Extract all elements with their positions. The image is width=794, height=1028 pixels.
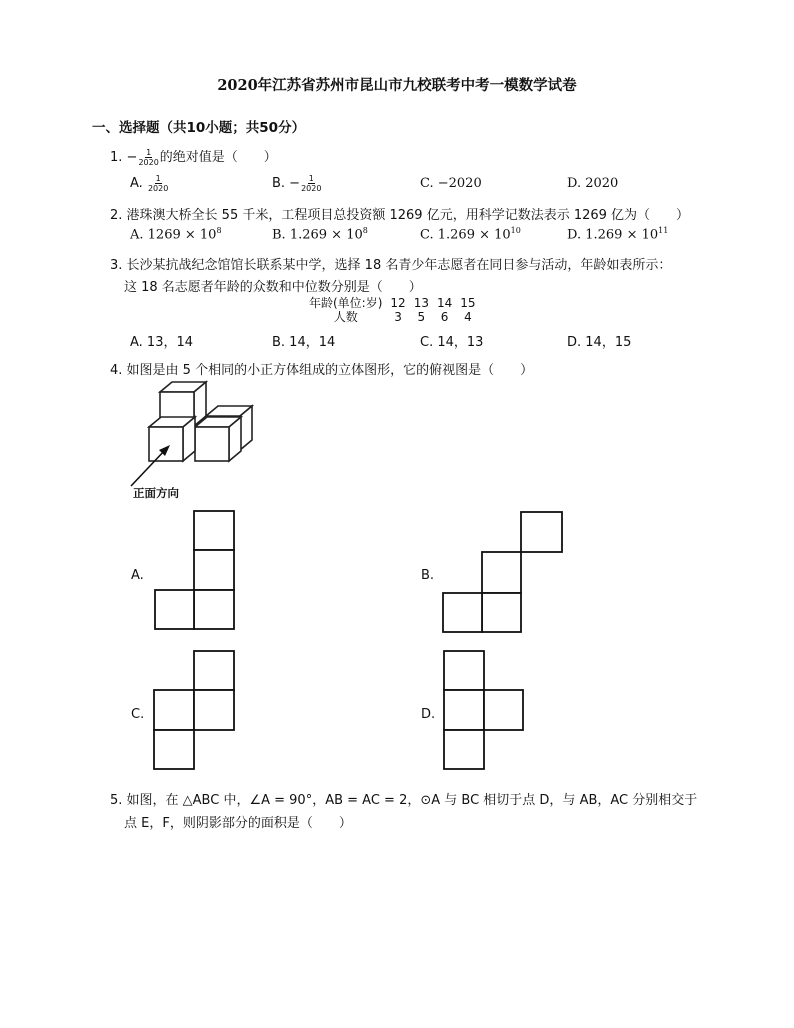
q1-option-b-label: B. − [272,176,301,191]
option-b-square [482,593,521,632]
question-4-stem: 4. 如图是由 5 个相同的小正方体组成的立体图形，它的俯视图是（ ） [110,363,534,378]
age-table-header-label: 年龄(单位:岁) [309,296,383,310]
age-table-count-label: 人数 [333,310,358,324]
q3-option-a[interactable]: A. 13，14 [130,335,194,350]
q1-option-c[interactable]: C. −2020 [420,176,482,191]
count-cell: 5 [417,310,426,324]
option-c-square [154,690,194,730]
q1-frac-num: 1 [146,148,152,157]
q2-a-text: A. 1269 × 10 [130,227,217,243]
cube-front-face [195,427,229,461]
count-cell: 3 [394,310,402,324]
option-a-square [194,550,234,590]
q2-c-exp: 10 [510,226,521,235]
option-a-square [194,511,234,550]
option-shapes [154,511,562,769]
q2-a-exp: 8 [216,226,222,235]
q1-option-a-label: A. [130,176,143,191]
option-b-square [482,552,521,593]
option-d-square [444,690,484,730]
q1-frac-den: 2020 [138,158,159,167]
q2-b-exp: 8 [362,226,368,235]
front-direction-label: 正面方向 [133,486,179,500]
option-c-square [194,651,234,690]
option-c-square [194,690,234,730]
q1-b-num: 1 [308,174,314,183]
document-title: 2020年江苏省苏州市昆山市九校联考中考一模数学试卷 [217,77,577,94]
option-d-square [484,690,523,730]
q2-c-text: C. 1.269 × 10 [420,227,511,243]
count-cell: 6 [440,310,449,324]
q1-a-num: 1 [155,174,161,183]
q3-option-b[interactable]: B. 14，14 [272,335,336,350]
question-3-stem-line1: 3. 长沙某抗战纪念馆馆长联系某中学，选择 18 名青少年志愿者在同日参与活动，年龄如表所示： [110,258,672,273]
option-b-square [521,512,562,552]
q4-option-a[interactable]: A. [131,568,144,583]
question-5-stem-line1: 5. 如图，在 △ABC 中，∠A = 90°，AB = AC = 2，⊙A 与 BC 相切于点 D，与 AB，AC 分别相交于 [110,793,698,808]
question-3-stem-line2: 这 18 名志愿者年龄的众数和中位数分别是（ ） [124,280,422,295]
cube-front-face [149,427,183,461]
q4-option-b[interactable]: B. [421,568,435,583]
q4-option-c[interactable]: C. [131,707,145,722]
q3-option-c[interactable]: C. 14，13 [420,335,484,350]
q3-option-d[interactable]: D. 14，15 [567,335,632,350]
age-cell: 12 [390,296,406,310]
age-cell: 15 [460,296,476,310]
count-cell: 4 [464,310,472,324]
question-5-stem-line2: 点 E，F，则阴影部分的面积是（ ） [124,816,352,831]
option-a-square [155,590,194,629]
q2-d-exp: 11 [658,226,669,235]
q1-suffix: 的绝对值是（ ） [159,150,277,165]
section-heading: 一、选择题（共10小题；共50分） [92,120,306,136]
q1-option-d[interactable]: D. 2020 [567,176,619,191]
q1-b-den: 2020 [301,184,322,193]
age-cell: 14 [436,296,453,310]
q2-d-text: D. 1.269 × 10 [567,227,659,243]
option-b-square [443,593,482,632]
age-cell: 13 [413,296,429,310]
option-a-square [194,590,234,629]
option-d-square [444,651,484,690]
q1-a-den: 2020 [147,184,169,193]
q1-prefix: 1. − [110,150,138,165]
q2-b-text: B. 1.269 × 10 [272,227,363,243]
option-c-square [154,730,194,769]
option-d-square [444,730,484,769]
q4-option-d[interactable]: D. [421,707,436,722]
question-2-stem: 2. 港珠澳大桥全长 55 千米，工程项目总投资额 1269 亿元，用科学记数法表示 1269 亿为（ ） [110,208,690,223]
